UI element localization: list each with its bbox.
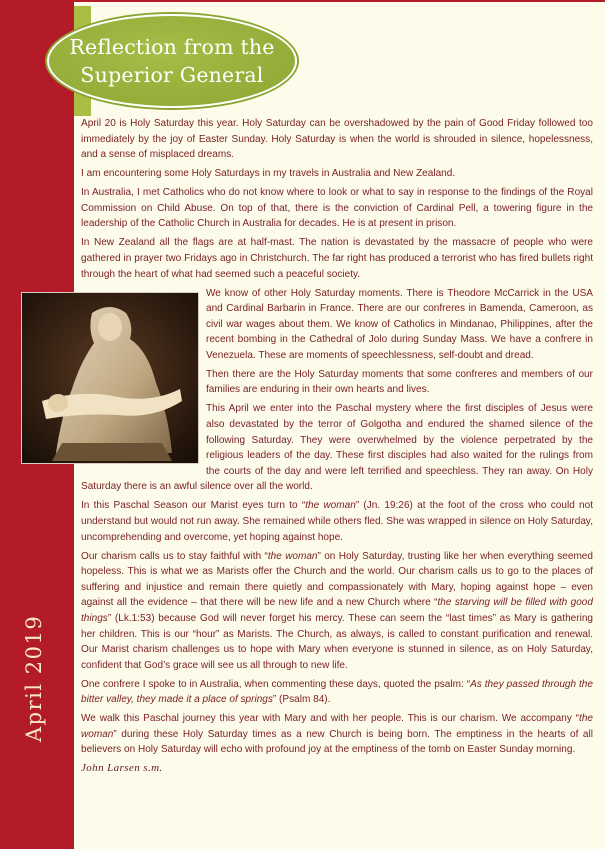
page-title bbox=[69, 33, 274, 89]
paragraph-6: Then there are the Holy Saturday moments that some confreres and members of our families are enduring in their own hearts and lives. bbox=[206, 368, 593, 396]
p11-text-b: ” during these Holy Saturday times as a new Church is being born. The emptiness in the hearts of all believers on Holy Saturday will echo with profound joy at the emptiness of the tomb on Easter Sunday morning. bbox=[81, 728, 593, 756]
paragraph-10 bbox=[81, 677, 593, 708]
p11-text-a: We walk this Paschal journey this year with Mary and with her people. This is our charism. We accompany “ bbox=[81, 713, 580, 725]
paragraph-11 bbox=[81, 711, 593, 758]
pieta-image bbox=[21, 292, 199, 464]
paragraph-5: We know of other Holy Saturday moments. There is Theodore McCarrick in the USA and Cardinal Barbarin in France. There are our confreres in Bamenda, Cameroon, as civil war wages about them. We know of Catholics in Mindanao, Philippines, after the recent bombing in the Cathedral of Jolo during Sunday Mass. We have a confrere in Venezuela. These are moments of speechlessness, self-doubt and dread. bbox=[206, 287, 593, 361]
p9-text-a: Our charism calls us to stay faithful with “ bbox=[81, 550, 268, 562]
paragraph-4: In New Zealand all the flags are at half-mast. The nation is devastated by the massacre of people who were gathered in prayer two Fridays ago in Christchurch. The far right has produced a terrorist who has fired bullets right through the heart of what had seemed such a peaceful society. bbox=[81, 237, 593, 280]
p11-emphasis: the woman bbox=[81, 713, 593, 740]
paragraph-3: In Australia, I met Catholics who do not know where to look or what to say in response to the findings of the Royal Commission on Child Abuse. On top of that, there is the conviction of Cardinal Pell, a towering figure in the leadership of the Catholic Church in Australia for decades. He is at present in prison. bbox=[81, 187, 593, 230]
p10-text-b: ” (Psalm 84). bbox=[272, 694, 331, 706]
paragraph-9 bbox=[81, 549, 593, 674]
title-line-2: Superior General bbox=[80, 63, 264, 87]
paragraph-1: April 20 is Holy Saturday this year. Holy Saturday can be overshadowed by the pain of Good Friday followed too immediately by the joy of Easter Sunday. Holy Saturday is when the world is shrouded in silence, hopelessness, and a sense of misplaced dreams. bbox=[81, 118, 593, 161]
article-body bbox=[81, 116, 593, 777]
paragraph-7: This April we enter into the Paschal mystery where the first disciples of Jesus were also devastated by the terror of Golgotha and endured the shamed silence of the following Saturday. They were overwhelmed by the violence perpetrated by the religious leaders of the day. These first disciples had also waited for the rulings from the courts of the day and were left terrified and speechless. They ran away. On Holy Saturday there is an awful silence over all the world. bbox=[81, 403, 593, 493]
paragraph-2: I am encountering some Holy Saturdays in my travels in Australia and New Zealand. bbox=[81, 168, 456, 180]
p9-emphasis-2: the starving will be filled with good things bbox=[81, 597, 593, 624]
title-oval bbox=[47, 14, 297, 108]
signature: John Larsen s.m. bbox=[81, 762, 163, 775]
p8-emphasis: the woman bbox=[305, 500, 356, 512]
p8-text-b: ” (Jn. 19:26) at the foot of the cross who could not understand but would not run away. She remained while others fled. She was wrapped in silence on Holy Saturday, uncomprehending and overcome, yet hoping against hope. bbox=[81, 500, 593, 543]
side-date-container bbox=[22, 614, 56, 743]
p9-text-b: ” on Holy Saturday, trusting like her when everything seemed hopeless. This is what we as Marists offer the Church and the world. Our charism calls us to go to the places of suffering and injustice and remain there quietly and compassionately with Mary, hoping against hope – even against all the evidence – that there will be new life and a new Church where “ bbox=[81, 550, 593, 609]
p10-emphasis: As they passed through the bitter valley, they made it a place of springs bbox=[81, 678, 593, 706]
issue-date: April 2019 bbox=[22, 614, 46, 742]
title-line-1: Reflection from the bbox=[69, 35, 275, 59]
p9-text-c: ” (Lk.1:53) because God will never forget his mercy. These can seem the “last times” as Mary is gathering her children. This is our “hour” as Marists. The Church, as always, is called to constant purification and renewal. Our Marist charism challenges us to hope with Mary when everyone is stunned in silence, as on Holy Saturday, confident that God’s grace will see us all through to new life. bbox=[81, 612, 593, 671]
pieta-sculpture-icon bbox=[22, 293, 198, 463]
paragraph-8 bbox=[81, 498, 593, 545]
p9-emphasis-1: the woman bbox=[267, 550, 318, 562]
p10-text-a: One confrere I spoke to in Australia, when commenting these days, quoted the psalm: “ bbox=[81, 678, 471, 690]
p8-text-a: In this Paschal Season our Marist eyes turn to “ bbox=[81, 500, 306, 512]
